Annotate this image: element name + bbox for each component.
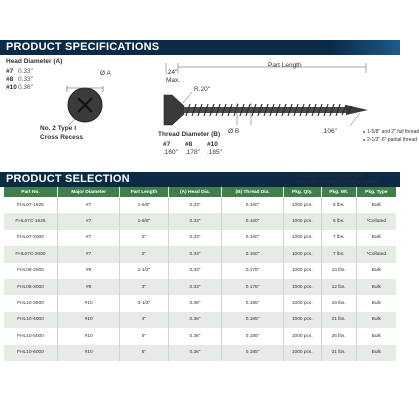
head-size-row: #100.36" [6, 84, 33, 91]
table-cell: 6" [120, 345, 168, 361]
table-cell: 1000 pcs. [283, 197, 321, 213]
table-body [4, 197, 396, 361]
table-cell: #10 [58, 295, 120, 311]
head-angle-label: .24" [166, 69, 178, 76]
table-cell: 0.160" [222, 213, 283, 229]
table-cell: FHL08-2500 [4, 263, 58, 279]
table-cell: 0.33" [168, 230, 222, 246]
table-cell: 10 lbs. [321, 263, 356, 279]
table-cell: 3-1/2" [120, 295, 168, 311]
table-cell: FHL10-6000 [4, 345, 58, 361]
table-cell: 0.36" [168, 312, 222, 328]
table-cell: 0.36" [168, 345, 222, 361]
table-row [4, 263, 396, 279]
table-cell: 1000 pcs. [283, 328, 321, 344]
recess-line1: No. 2 Type I [40, 125, 76, 132]
collated-note-line1: *Collated fasteners for use with [296, 174, 363, 179]
table-cell: FHL10-5000 [4, 328, 58, 344]
table-cell: 0.160" [222, 246, 283, 262]
table-cell: Bulk [356, 312, 396, 328]
table-cell: 31 lbs. [321, 345, 356, 361]
table-cell: FHL07C-2000 [4, 246, 58, 262]
table-cell: Bulk [371, 202, 381, 208]
table-cell: Bulk [371, 235, 381, 241]
table-cell: 6 lbs. [321, 213, 356, 229]
table-cell: Bulk [356, 345, 396, 361]
screw-side-view [164, 95, 368, 125]
table-cell: 7 lbs. [321, 246, 356, 262]
table-cell: Bulk [371, 268, 381, 274]
col-pkg-wt: Pkg. Wt. [321, 187, 356, 197]
head-size-list [6, 68, 33, 92]
table-row [4, 328, 396, 344]
table-row [4, 246, 396, 262]
thread-value: .185" [207, 149, 222, 156]
table-cell: *Collated [356, 246, 396, 262]
col-part-no: Part No. [4, 187, 58, 197]
table-cell: 0.33" [168, 213, 222, 229]
table-row [4, 230, 396, 246]
thread-size: #8 [185, 141, 193, 148]
table-cell: 5" [120, 328, 168, 344]
table-cell: 2" [120, 230, 168, 246]
table-cell: Bulk [356, 279, 396, 295]
table-row [4, 295, 396, 311]
dimension-a-label: Ø A [100, 70, 111, 77]
table-cell: #10 [58, 312, 120, 328]
product-selection-table [4, 187, 396, 361]
table-cell: 0.185" [222, 312, 283, 328]
head-angle-max-label: Max. [166, 77, 181, 84]
table-cell: 1000 pcs. [283, 246, 321, 262]
table-cell: 6 lbs. [321, 197, 356, 213]
table-row [4, 279, 396, 295]
table-cell: 0.33" [168, 279, 222, 295]
table-cell: #8 [58, 263, 120, 279]
col-thread-dia: (B) Thread Dia. [222, 187, 283, 197]
table-cell: 1000 pcs. [283, 213, 321, 229]
table-cell: #7 [58, 213, 120, 229]
table-cell: 0.36" [168, 328, 222, 344]
table-cell: 1000 pcs. [283, 295, 321, 311]
table-cell: 1000 pcs. [283, 345, 321, 361]
table-cell: 0.36" [168, 295, 222, 311]
col-pkg-qty: Pkg. Qty. [283, 187, 321, 197]
table-cell: FHL10-4000 [4, 312, 58, 328]
table-cell: FHL07-2000 [4, 230, 58, 246]
table-cell: 21 lbs. [321, 312, 356, 328]
head-size-row: #7 0.33" [6, 68, 33, 75]
thread-size: #10 [207, 141, 218, 148]
col-head-dia: (A) Head Dia. [168, 187, 222, 197]
thread-value: .160" [163, 149, 178, 156]
table-cell: 0.33" [168, 263, 222, 279]
table-cell: 1000 pcs. [283, 312, 321, 328]
table-cell: 2" [120, 246, 168, 262]
thread-note: 2-1/2"-6" partial thread [367, 137, 417, 143]
table-cell: 1-5/8" [120, 197, 168, 213]
table-cell: 0.178" [222, 263, 283, 279]
table-cell: 0.160" [222, 230, 283, 246]
table-cell: #7 [58, 230, 120, 246]
table-cell: 3" [120, 279, 168, 295]
table-cell: #7 [58, 246, 120, 262]
table-cell: FHL10-3500 [4, 295, 58, 311]
table-cell: 2-1/2" [120, 263, 168, 279]
table-cell: 1-5/8" [120, 213, 168, 229]
table-cell: 4" [120, 312, 168, 328]
table-cell: 1000 pcs. [283, 279, 321, 295]
table-cell: #7 [58, 197, 120, 213]
tip-dimension-label: .106" [322, 128, 337, 135]
table-cell: #8 [58, 279, 120, 295]
table-cell: Bulk [371, 333, 381, 339]
col-pkg-type: Pkg. Type [356, 187, 396, 197]
table-cell: 1000 pcs. [283, 230, 321, 246]
head-diameter-label: Head Diameter (A) [6, 58, 63, 65]
part-length-label: Part Length [268, 62, 302, 69]
dimension-b-label: Ø B [228, 128, 240, 135]
table-cell: *Collated [356, 213, 396, 229]
recess-line2: Cross Recess [40, 134, 83, 141]
table-cell: 0.160" [222, 197, 283, 213]
table-cell: 0.185" [222, 345, 283, 361]
head-size-row: #8 0.33" [6, 76, 33, 83]
table-row [4, 197, 396, 213]
table-cell: 26 lbs. [321, 328, 356, 344]
thread-note: 1-5/8" and 2" full thread [367, 129, 419, 135]
radius-label: R.20" [194, 86, 211, 93]
table-cell: FHL07-1625 [4, 197, 58, 213]
selection-banner-title: PRODUCT SELECTION [6, 173, 130, 185]
table-cell: 0.178" [222, 279, 283, 295]
col-major-diameter: Major Diameter [58, 187, 120, 197]
table-cell: 0.33" [168, 246, 222, 262]
collated-note-line2: Grip-Lok® Autofeed Fastening System [296, 179, 379, 185]
table-cell: FHL08-3000 [4, 279, 58, 295]
table-cell: FHL07C-1625 [4, 213, 58, 229]
collated-note [296, 174, 378, 185]
table-row [4, 345, 396, 361]
spec-banner-title: PRODUCT SPECIFICATIONS [6, 41, 160, 53]
thread-diameter-label: Thread Diameter (B) [158, 131, 221, 138]
table-cell: #10 [58, 345, 120, 361]
table-cell: 0.185" [222, 295, 283, 311]
table-row [4, 312, 396, 328]
thread-value: .178" [185, 149, 200, 156]
table-cell: 0.185" [222, 328, 283, 344]
table-row [4, 213, 396, 229]
table-header-row [4, 187, 396, 197]
table-cell: 12 lbs. [321, 279, 356, 295]
thread-size: #7 [163, 141, 171, 148]
table-cell: Bulk [371, 301, 381, 307]
table-cell: #10 [58, 328, 120, 344]
table-cell: 1000 pcs. [283, 263, 321, 279]
col-part-length: Part Length [120, 187, 168, 197]
table-cell: 0.33" [168, 197, 222, 213]
table-cell: 19 lbs. [321, 295, 356, 311]
table-cell: 7 lbs. [321, 230, 356, 246]
